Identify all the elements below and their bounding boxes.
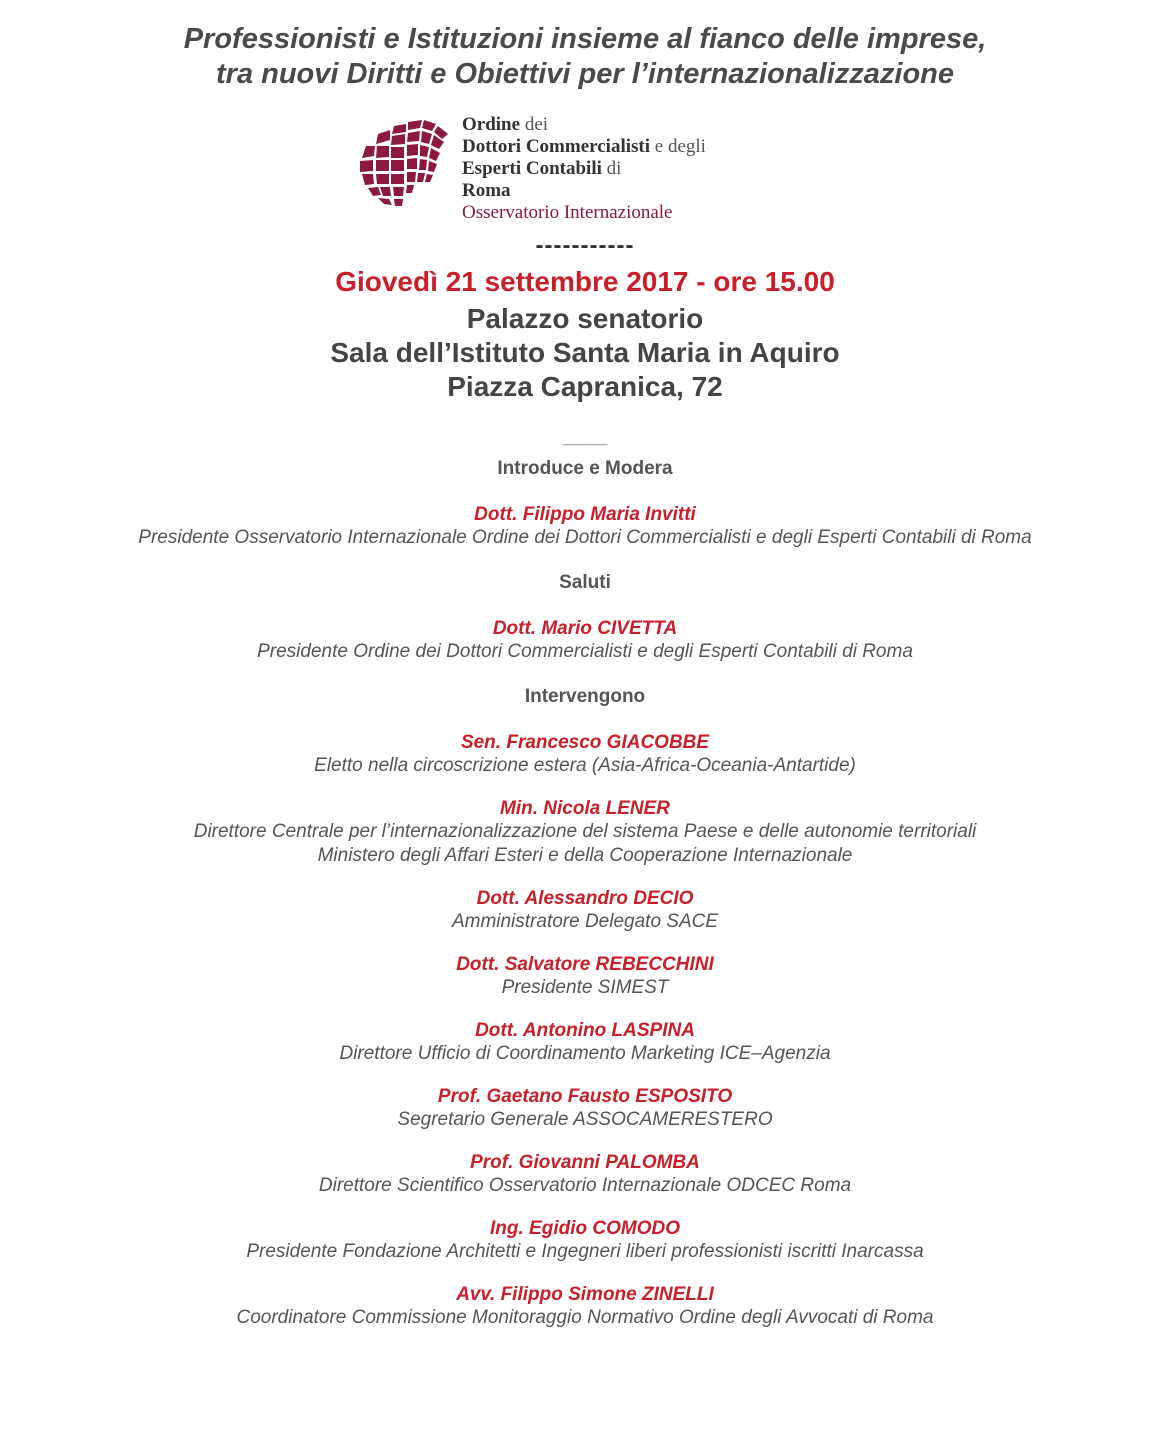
venue-line-1: Palazzo senatorio — [466, 303, 704, 334]
event-venue — [0, 302, 1170, 404]
speaker-item — [0, 954, 1170, 1000]
speaker-role: Amministratore Delegato SACE — [451, 911, 719, 932]
logo-line-4: Roma — [462, 180, 511, 201]
speaker-item — [0, 888, 1170, 934]
logo-line-1-rest: dei — [520, 114, 549, 135]
event-title — [0, 22, 1170, 92]
greetings-person: Dott. Mario CIVETTA — [492, 618, 678, 639]
speaker-item — [0, 1218, 1170, 1264]
venue-line-3: Piazza Capranica, 72 — [447, 371, 723, 402]
speaker-role: Eletto nella circoscrizione estera (Asia-Africa-Oceania-Antartide) — [314, 755, 856, 776]
logo-line-3: Esperti Contabili — [462, 158, 602, 179]
logo-line-5: Osservatorio Internazionale — [462, 202, 673, 223]
speaker-role: Presidente SIMEST — [501, 977, 669, 998]
greetings-role: Presidente Ordine dei Dottori Commercialisti e degli Esperti Contabili di Roma — [257, 641, 913, 662]
intro-role: Presidente Osservatorio Internazionale Ordine dei Dottori Commercialisti e degli Esperti Contabili di Roma — [138, 527, 1032, 548]
odcec-logo — [356, 114, 816, 226]
separator-small: _____ — [562, 430, 608, 447]
speaker-name: Sen. Francesco GIACOBBE — [460, 732, 710, 753]
event-date: Giovedì 21 settembre 2017 - ore 15.00 — [335, 266, 835, 297]
speaker-name: Avv. Filippo Simone ZINELLI — [456, 1284, 714, 1305]
logo-line-3-rest: di — [601, 158, 622, 179]
logo-line-2-rest: e degli — [650, 136, 706, 157]
speaker-item — [0, 798, 1170, 868]
logo-line-2: Dottori Commercialisti — [462, 136, 651, 157]
speaker-role: Coordinatore Commissione Monitoraggio Normativo Ordine degli Avvocati di Roma — [236, 1307, 934, 1328]
speaker-item — [0, 1284, 1170, 1330]
separator-top: ----------- — [535, 232, 635, 259]
speaker-role-line-2: Ministero degli Affari Esteri e della Cooperazione Internazionale — [317, 845, 853, 866]
globe-logo-icon — [356, 116, 454, 208]
venue-line-2: Sala dell’Istituto Santa Maria in Aquiro — [330, 337, 840, 368]
speaker-role: Presidente Fondazione Architetti e Ingegneri liberi professionisti iscritti Inarcassa — [246, 1241, 924, 1262]
speaker-role: Segretario Generale ASSOCAMERESTERO — [397, 1109, 773, 1130]
speaker-role: Direttore Centrale per l’internazionalizzazione del sistema Paese e delle autonomie territoriali — [193, 821, 977, 842]
logo-line-1: Ordine — [462, 114, 521, 135]
speaker-name: Ing. Egidio COMODO — [490, 1218, 680, 1239]
intro-person: Dott. Filippo Maria Invitti — [474, 504, 696, 525]
speaker-role: Direttore Ufficio di Coordinamento Marketing ICE–Agenzia — [339, 1043, 831, 1064]
speaker-name: Dott. Antonino LASPINA — [475, 1020, 695, 1041]
event-title-line-2: tra nuovi Diritti e Obiettivi per l’internazionalizzazione — [216, 58, 954, 90]
speaker-name: Dott. Salvatore REBECCHINI — [456, 954, 714, 975]
speakers-list — [0, 732, 1170, 1330]
speaker-name: Prof. Gaetano Fausto ESPOSITO — [437, 1086, 733, 1107]
speakers-heading: Intervengono — [524, 686, 646, 707]
speaker-name: Min. Nicola LENER — [500, 798, 670, 819]
greetings-heading: Saluti — [559, 572, 611, 593]
speaker-role: Direttore Scientifico Osservatorio Internazionale ODCEC Roma — [318, 1175, 852, 1196]
event-title-line-1: Professionisti e Istituzioni insieme al fianco delle imprese, — [183, 23, 987, 55]
program — [0, 458, 1170, 1330]
speaker-item — [0, 1020, 1170, 1066]
speaker-name: Dott. Alessandro DECIO — [476, 888, 694, 909]
logo-text — [462, 114, 706, 224]
intro-heading: Introduce e Modera — [497, 458, 673, 479]
speaker-item — [0, 1086, 1170, 1132]
speaker-item — [0, 1152, 1170, 1198]
speaker-item — [0, 732, 1170, 778]
speaker-name: Prof. Giovanni PALOMBA — [470, 1152, 700, 1173]
